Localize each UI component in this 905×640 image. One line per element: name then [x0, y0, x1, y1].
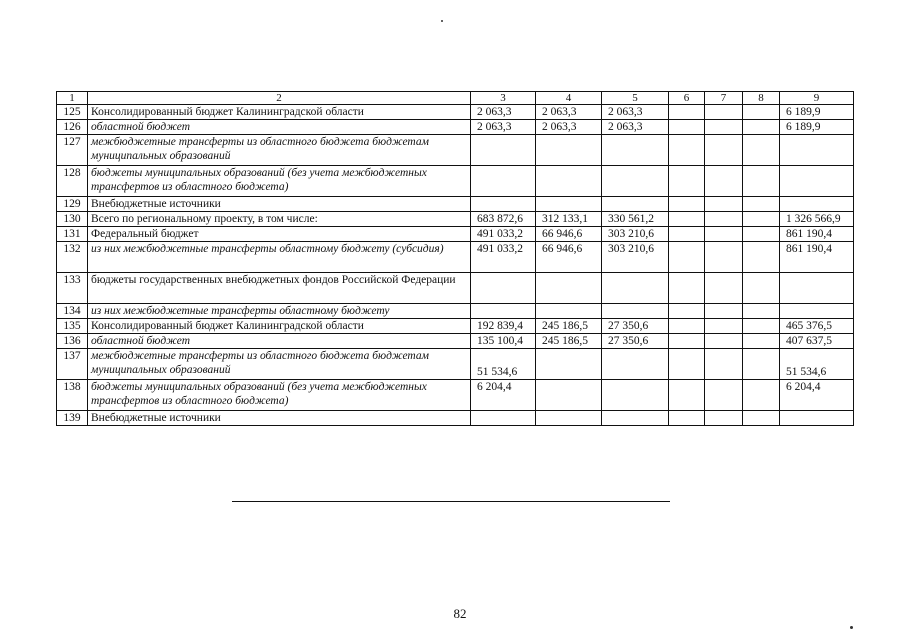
table-row	[57, 334, 854, 349]
table-row	[57, 349, 854, 380]
row-label: из них межбюджетные трансферты областному бюджету	[88, 304, 471, 319]
value-cell-c7	[705, 380, 743, 411]
value-cell-c5	[602, 304, 669, 319]
row-number: 134	[57, 304, 88, 319]
value-cell-c4	[536, 411, 602, 426]
value-cell-c3	[471, 273, 536, 304]
budget-table	[56, 91, 854, 426]
value-cell-c4	[536, 304, 602, 319]
value-cell-c3	[471, 135, 536, 166]
value-cell-c5	[602, 349, 669, 380]
value-cell-c8	[743, 105, 780, 120]
value-cell-c6	[669, 273, 705, 304]
value-cell-c9	[780, 197, 854, 212]
row-number: 128	[57, 166, 88, 197]
row-label: бюджеты государственных внебюджетных фондов Российской Федерации	[88, 273, 471, 304]
value-cell-c9	[780, 411, 854, 426]
row-number: 132	[57, 242, 88, 273]
column-header: 5	[602, 92, 669, 105]
row-label: из них межбюджетные трансферты областному бюджету (субсидия)	[88, 242, 471, 273]
value-cell-c9: 465 376,5	[780, 319, 854, 334]
value-cell-c6	[669, 304, 705, 319]
value-cell-c9	[780, 166, 854, 197]
row-number: 136	[57, 334, 88, 349]
value-cell-c3: 2 063,3	[471, 120, 536, 135]
row-number: 130	[57, 212, 88, 227]
value-cell-c7	[705, 319, 743, 334]
column-header: 9	[780, 92, 854, 105]
value-cell-c4: 66 946,6	[536, 242, 602, 273]
value-cell-c3: 51 534,6	[471, 349, 536, 380]
value-cell-c5	[602, 273, 669, 304]
column-header: 3	[471, 92, 536, 105]
value-cell-c9: 861 190,4	[780, 227, 854, 242]
table-row	[57, 319, 854, 334]
row-label: областной бюджет	[88, 120, 471, 135]
table-row	[57, 197, 854, 212]
row-label: областной бюджет	[88, 334, 471, 349]
value-cell-c7	[705, 227, 743, 242]
value-cell-c3	[471, 166, 536, 197]
table-row	[57, 212, 854, 227]
value-cell-c5: 27 350,6	[602, 334, 669, 349]
value-cell-c6	[669, 105, 705, 120]
value-cell-c3: 6 204,4	[471, 380, 536, 411]
value-cell-c8	[743, 135, 780, 166]
value-cell-c3: 135 100,4	[471, 334, 536, 349]
value-cell-c7	[705, 135, 743, 166]
value-cell-c8	[743, 273, 780, 304]
value-cell-c6	[669, 227, 705, 242]
row-number: 138	[57, 380, 88, 411]
value-cell-c5: 330 561,2	[602, 212, 669, 227]
value-cell-c7	[705, 273, 743, 304]
value-cell-c4	[536, 349, 602, 380]
value-cell-c6	[669, 242, 705, 273]
column-header: 7	[705, 92, 743, 105]
column-header: 6	[669, 92, 705, 105]
value-cell-c7	[705, 212, 743, 227]
value-cell-c9	[780, 273, 854, 304]
value-cell-c6	[669, 120, 705, 135]
value-cell-c7	[705, 304, 743, 319]
closing-rule	[232, 501, 670, 502]
row-label: бюджеты муниципальных образований (без учета межбюджетных трансфертов из областного бюджета)	[88, 166, 471, 197]
value-cell-c9: 6 189,9	[780, 120, 854, 135]
value-cell-c3: 491 033,2	[471, 242, 536, 273]
value-cell-c7	[705, 197, 743, 212]
value-cell-c6	[669, 212, 705, 227]
value-cell-c9: 407 637,5	[780, 334, 854, 349]
column-header: 4	[536, 92, 602, 105]
value-cell-c7	[705, 120, 743, 135]
table-row	[57, 120, 854, 135]
value-cell-c5	[602, 411, 669, 426]
table-row	[57, 105, 854, 120]
value-cell-c4: 66 946,6	[536, 227, 602, 242]
row-number: 133	[57, 273, 88, 304]
value-cell-c5: 303 210,6	[602, 242, 669, 273]
value-cell-c5	[602, 197, 669, 212]
value-cell-c8	[743, 212, 780, 227]
table-row	[57, 242, 854, 273]
page-number: 82	[453, 606, 467, 621]
value-cell-c6	[669, 380, 705, 411]
row-number: 126	[57, 120, 88, 135]
value-cell-c4: 2 063,3	[536, 120, 602, 135]
value-cell-c9: 861 190,4	[780, 242, 854, 273]
value-cell-c5	[602, 380, 669, 411]
value-cell-c4	[536, 197, 602, 212]
value-cell-c3: 683 872,6	[471, 212, 536, 227]
value-cell-c4: 245 186,5	[536, 334, 602, 349]
row-number: 137	[57, 349, 88, 380]
value-cell-c6	[669, 197, 705, 212]
value-cell-c7	[705, 105, 743, 120]
value-cell-c8	[743, 242, 780, 273]
table-row	[57, 380, 854, 411]
row-label: Консолидированный бюджет Калининградской области	[88, 105, 471, 120]
column-header: 2	[88, 92, 471, 105]
column-header: 8	[743, 92, 780, 105]
value-cell-c3: 491 033,2	[471, 227, 536, 242]
value-cell-c4: 312 133,1	[536, 212, 602, 227]
value-cell-c5	[602, 166, 669, 197]
value-cell-c8	[743, 319, 780, 334]
value-cell-c6	[669, 334, 705, 349]
value-cell-c9: 1 326 566,9	[780, 212, 854, 227]
row-label: Консолидированный бюджет Калининградской области	[88, 319, 471, 334]
value-cell-c5	[602, 135, 669, 166]
row-label: бюджеты муниципальных образований (без учета межбюджетных трансфертов из областного бюджета)	[88, 380, 471, 411]
row-label: Внебюджетные источники	[88, 197, 471, 212]
value-cell-c9	[780, 304, 854, 319]
value-cell-c6	[669, 319, 705, 334]
value-cell-c7	[705, 242, 743, 273]
value-cell-c4: 245 186,5	[536, 319, 602, 334]
value-cell-c4	[536, 166, 602, 197]
value-cell-c5: 2 063,3	[602, 120, 669, 135]
value-cell-c7	[705, 349, 743, 380]
row-number: 125	[57, 105, 88, 120]
value-cell-c8	[743, 349, 780, 380]
value-cell-c3: 192 839,4	[471, 319, 536, 334]
row-label: Всего по региональному проекту, в том числе:	[88, 212, 471, 227]
table-row	[57, 227, 854, 242]
value-cell-c7	[705, 334, 743, 349]
row-number: 129	[57, 197, 88, 212]
scan-speck	[441, 20, 443, 22]
value-cell-c9: 6 204,4	[780, 380, 854, 411]
value-cell-c8	[743, 334, 780, 349]
value-cell-c4	[536, 380, 602, 411]
value-cell-c8	[743, 166, 780, 197]
table-row	[57, 135, 854, 166]
table-row	[57, 411, 854, 426]
row-number: 127	[57, 135, 88, 166]
value-cell-c8	[743, 120, 780, 135]
value-cell-c9: 51 534,6	[780, 349, 854, 380]
value-cell-c8	[743, 380, 780, 411]
value-cell-c3	[471, 411, 536, 426]
scan-speck	[850, 626, 853, 629]
value-cell-c4	[536, 135, 602, 166]
value-cell-c9	[780, 135, 854, 166]
table-header-row	[57, 92, 854, 105]
value-cell-c9: 6 189,9	[780, 105, 854, 120]
row-number: 131	[57, 227, 88, 242]
row-label: межбюджетные трансферты из областного бюджета бюджетам муниципальных образований	[88, 349, 471, 380]
value-cell-c5: 303 210,6	[602, 227, 669, 242]
value-cell-c6	[669, 135, 705, 166]
value-cell-c8	[743, 227, 780, 242]
row-number: 139	[57, 411, 88, 426]
value-cell-c7	[705, 411, 743, 426]
value-cell-c6	[669, 411, 705, 426]
value-cell-c5: 2 063,3	[602, 105, 669, 120]
value-cell-c8	[743, 197, 780, 212]
row-number: 135	[57, 319, 88, 334]
value-cell-c6	[669, 349, 705, 380]
value-cell-c8	[743, 304, 780, 319]
column-header: 1	[57, 92, 88, 105]
value-cell-c6	[669, 166, 705, 197]
value-cell-c7	[705, 166, 743, 197]
row-label: межбюджетные трансферты из областного бюджета бюджетам муниципальных образований	[88, 135, 471, 166]
table-row	[57, 166, 854, 197]
value-cell-c5: 27 350,6	[602, 319, 669, 334]
value-cell-c3	[471, 197, 536, 212]
value-cell-c3: 2 063,3	[471, 105, 536, 120]
value-cell-c4: 2 063,3	[536, 105, 602, 120]
row-label: Федеральный бюджет	[88, 227, 471, 242]
row-label: Внебюджетные источники	[88, 411, 471, 426]
value-cell-c8	[743, 411, 780, 426]
table-row	[57, 304, 854, 319]
value-cell-c3	[471, 304, 536, 319]
value-cell-c4	[536, 273, 602, 304]
table-row	[57, 273, 854, 304]
